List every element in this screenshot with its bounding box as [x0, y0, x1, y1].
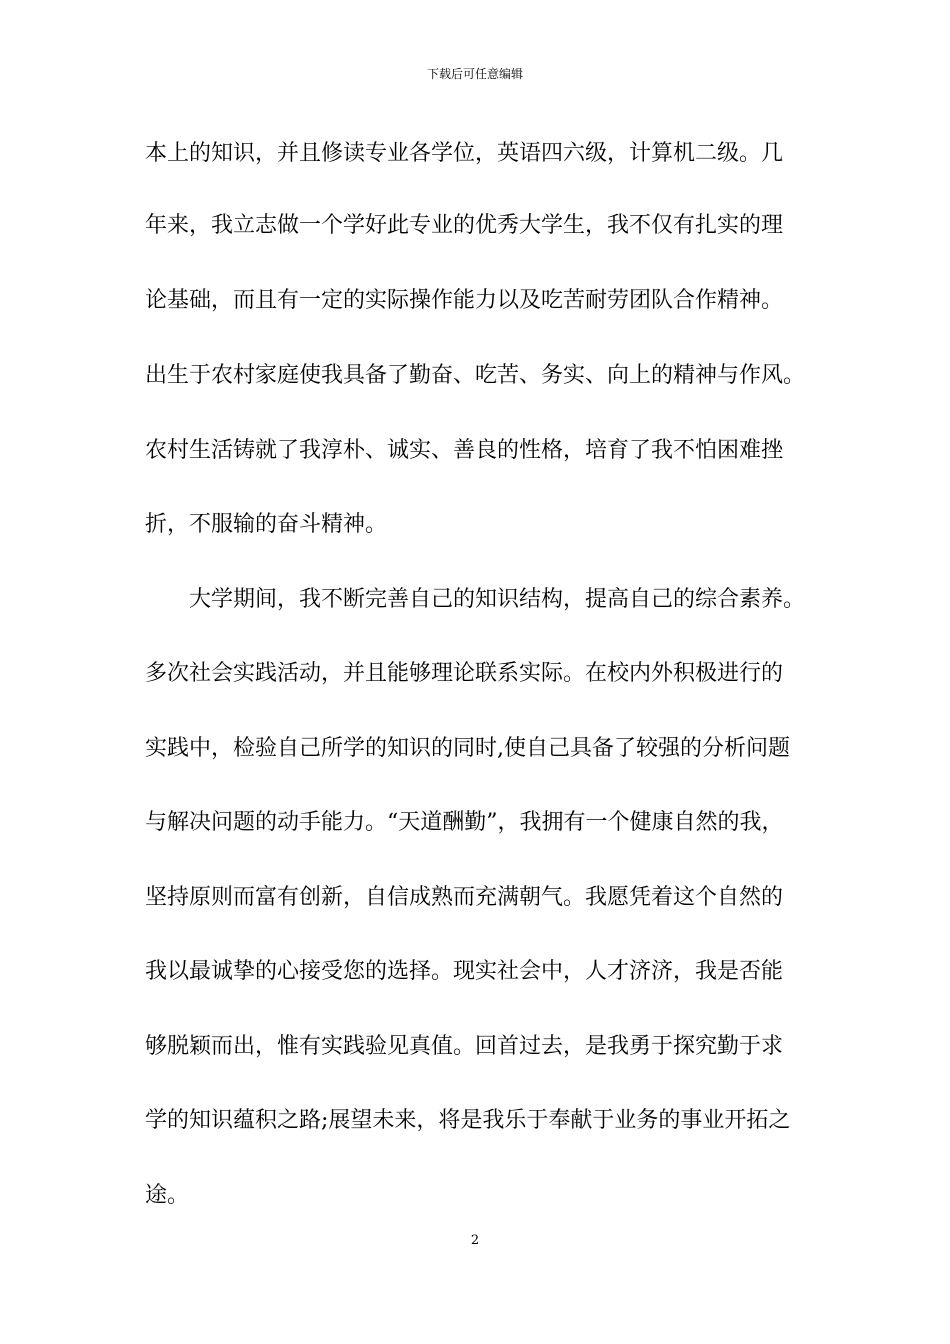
text-line: 够脱颖而出，惟有实践验见真值。回首过去，是我勇于探究勤于求 — [145, 1034, 784, 1059]
text-line: 农村生活铸就了我淳朴、诚实、善良的性格，培育了我不怕困难挫 — [145, 438, 784, 463]
text-line: 年来，我立志做一个学好此专业的优秀大学生，我不仅有扎实的理 — [145, 213, 784, 238]
text-line: 实践中，检验自己所学的知识的同时,使自己具备了较强的分析问题 — [145, 736, 790, 761]
text-line: 折，不服输的奋斗精神。 — [145, 512, 388, 537]
page-number: 2 — [470, 1233, 480, 1248]
paragraph-start-line: 大学期间，我不断完善自己的知识结构，提高自己的综合素养。 — [189, 587, 806, 612]
text-line: 多次社会实践活动，并且能够理论联系实际。在校内外积极进行的 — [145, 661, 784, 686]
text-line: 坚持原则而富有创新，自信成熟而充满朝气。我愿凭着这个自然的 — [145, 885, 784, 910]
text-line: 论基础，而且有一定的实际操作能力以及吃苦耐劳团队合作精神。 — [145, 288, 784, 313]
text-line: 途。 — [145, 1183, 190, 1208]
text-line: 我以最诚挚的心接受您的选择。现实社会中，人才济济，我是否能 — [145, 959, 784, 984]
page-header: 下载后可任意编辑 — [426, 67, 523, 81]
text-line: 出生于农村家庭使我具备了勤奋、吃苦、务实、向上的精神与作风。 — [145, 363, 806, 388]
text-line: 学的知识蕴积之路;展望未来，将是我乐于奉献于业务的事业开拓之 — [145, 1108, 791, 1133]
text-line: 与解决问题的动手能力。“天道酬勤”，我拥有一个健康自然的我， — [145, 810, 784, 835]
text-line: 本上的知识，并且修读专业各学位，英语四六级，计算机二级。几 — [145, 141, 784, 166]
